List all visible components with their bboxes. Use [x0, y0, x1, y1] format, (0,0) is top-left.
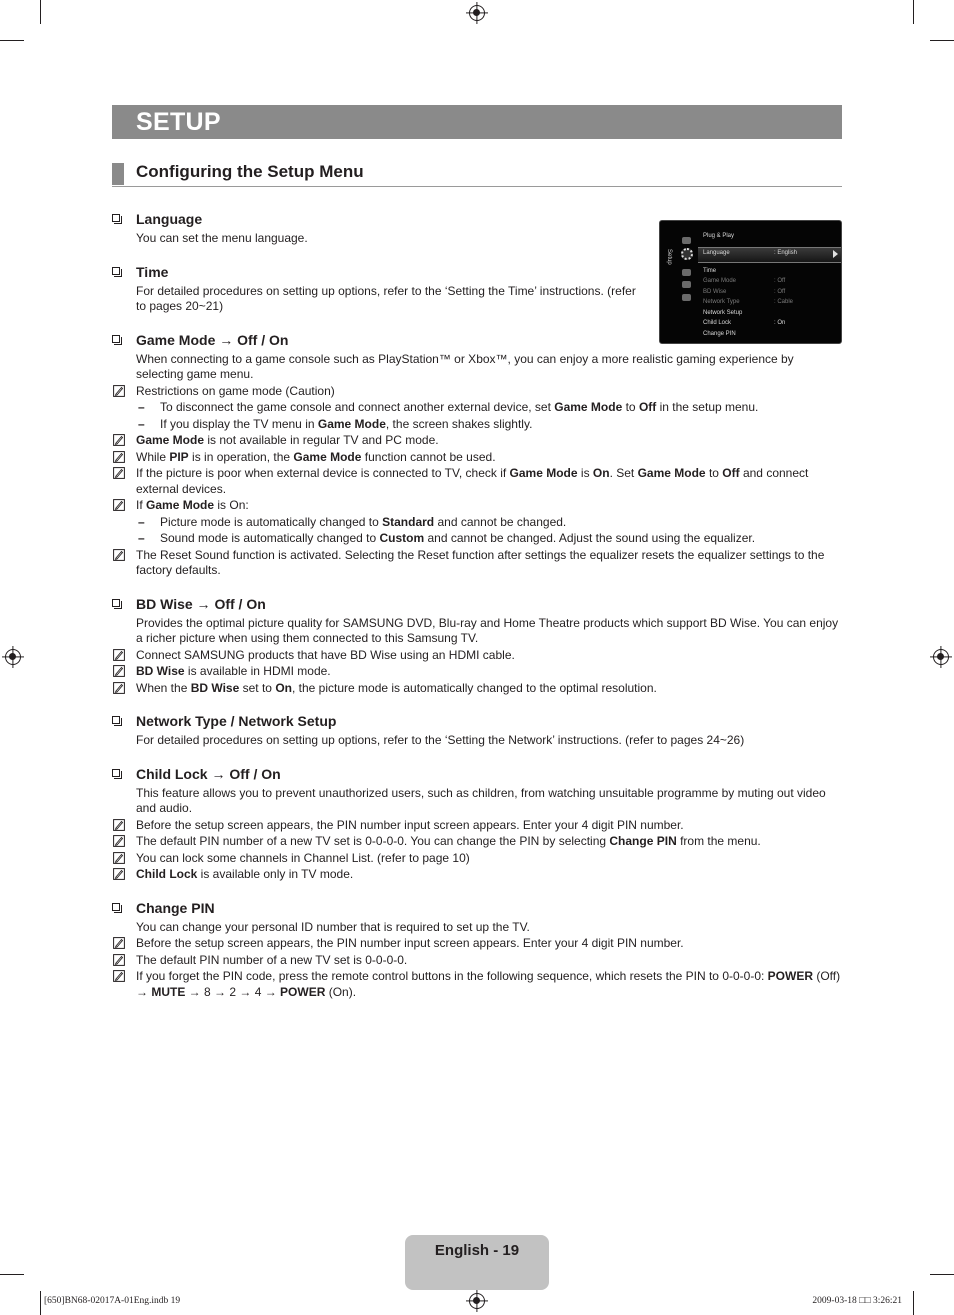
note-icon	[113, 970, 125, 982]
note: BD Wise is available in HDMI mode.	[112, 664, 842, 680]
print-slug-left: [650]BN68-02017A-01Eng.indb 19	[44, 1296, 181, 1306]
osd-row-value: : English	[774, 250, 798, 256]
osd-row-label: Network Type	[703, 299, 740, 305]
note-icon	[113, 852, 125, 864]
osd-row-label: Game Mode	[703, 278, 737, 284]
registration-mark-icon	[469, 5, 485, 21]
osd-row-label: Network Setup	[703, 310, 743, 316]
checkbox-bullet-icon	[112, 267, 120, 275]
item-heading: Child Lock → Off / On	[112, 765, 842, 783]
main-content	[112, 210, 842, 1016]
osd-row-label: BD Wise	[703, 289, 727, 295]
osd-row-label: Plug & Play	[703, 233, 735, 239]
note-icon	[113, 682, 125, 694]
setup-item-game-mode	[112, 331, 842, 579]
item-description: For detailed procedures on setting up options, refer to the ‘Setting the Time’ instructions. (refer to pages 20~21)	[136, 283, 636, 313]
note-icon	[113, 467, 125, 479]
crop-mark	[40, 0, 41, 24]
note: The Reset Sound function is activated. Selecting the Reset function after settings the equalizer resets the equalizer settings to the factory defaults.	[112, 548, 842, 579]
note: Child Lock is available only in TV mode.	[112, 867, 842, 883]
osd-row-value: : Off	[774, 278, 786, 284]
section-title: Configuring the Setup Menu	[136, 162, 364, 181]
note-icon	[113, 451, 125, 463]
checkbox-bullet-icon	[112, 903, 120, 911]
checkbox-bullet-icon	[112, 335, 120, 343]
sub-bullet: – To disconnect the game console and connect another external device, set Game Mode to Off in the setup menu.	[138, 400, 759, 414]
item-description: For detailed procedures on setting up options, refer to the ‘Setting the Network’ instructions. (refer to pages 24~26)	[136, 733, 745, 747]
item-heading: Time	[112, 263, 842, 281]
note: The default PIN number of a new TV set is 0-0-0-0.	[112, 953, 842, 969]
setup-item-language	[112, 210, 842, 247]
section-marker	[112, 163, 124, 185]
crop-mark	[40, 1291, 41, 1315]
note: Game Mode is not available in regular TV and PC mode.	[112, 433, 842, 449]
checkbox-bullet-icon	[112, 716, 120, 724]
osd-row-value: : Off	[774, 289, 786, 295]
osd-row-value: : Cable	[774, 299, 794, 305]
note: If you forget the PIN code, press the remote control buttons in the following sequence, which resets the PIN to 0-0-0-0: POWER (Off) → MUTE → 8 → 2 → 4 → POWER (On).	[112, 969, 842, 1000]
note-icon	[113, 665, 125, 677]
page-title: SETUP	[136, 108, 221, 136]
note: If the picture is poor when external device is connected to TV, check if Game Mode is On. Set Game Mode to Off and connect external devices.	[112, 466, 842, 497]
setup-item-time	[112, 263, 842, 315]
item-heading: BD Wise → Off / On	[112, 595, 842, 613]
note: Connect SAMSUNG products that have BD Wise using an HDMI cable.	[112, 648, 842, 664]
page-number: English - 19	[434, 1242, 520, 1259]
note-icon	[113, 819, 125, 831]
note: Before the setup screen appears, the PIN number input screen appears. Enter your 4 digit PIN number.	[112, 936, 842, 952]
checkbox-bullet-icon	[112, 769, 120, 777]
note-icon	[113, 868, 125, 880]
item-description: You can set the menu language.	[136, 231, 308, 245]
note-icon	[113, 954, 125, 966]
osd-row-label: Child Lock	[703, 320, 732, 326]
item-heading: Network Type / Network Setup	[112, 712, 842, 730]
sub-bullet: – Sound mode is automatically changed to Custom and cannot be changed. Adjust the sound using the equalizer.	[138, 531, 756, 545]
osd-row-value: : On	[774, 320, 786, 326]
crop-mark	[913, 0, 914, 24]
note-icon	[113, 937, 125, 949]
page-number-tab	[405, 1235, 549, 1290]
note: The default PIN number of a new TV set is 0-0-0-0. You can change the PIN by selecting Change PIN from the menu.	[112, 834, 842, 850]
osd-row-label: Language	[703, 250, 730, 256]
checkbox-bullet-icon	[112, 214, 120, 222]
setup-item-change-pin	[112, 899, 842, 1001]
registration-mark-icon	[933, 649, 949, 665]
note: You can lock some channels in Channel List. (refer to page 10)	[112, 851, 842, 867]
osd-row-label: Time	[703, 268, 717, 274]
note: When the BD Wise set to On, the picture mode is automatically changed to the optimal resolution.	[112, 681, 842, 697]
crop-mark	[930, 1274, 954, 1275]
note-icon	[113, 385, 125, 397]
setup-item-bd-wise	[112, 595, 842, 697]
item-heading: Language	[112, 210, 842, 228]
sub-bullet: – If you display the TV menu in Game Mode, the screen shakes slightly.	[138, 416, 533, 431]
osd-side-label: Setup	[666, 249, 672, 265]
item-heading: Game Mode → Off / On	[112, 331, 842, 349]
crop-mark	[913, 1291, 914, 1315]
item-description: When connecting to a game console such as PlayStation™ or Xbox™, you can enjoy a more realistic gaming experience by selecting game menu.	[136, 351, 794, 381]
crop-mark	[0, 40, 24, 41]
sub-bullet: – Picture mode is automatically changed to Standard and cannot be changed.	[138, 514, 567, 529]
crop-mark	[0, 1274, 24, 1275]
note-icon	[113, 835, 125, 847]
item-description: You can change your personal ID number that is required to set up the TV.	[136, 919, 530, 934]
note-icon	[113, 549, 125, 561]
header-banner	[112, 105, 842, 139]
item-heading: Change PIN	[112, 899, 842, 917]
note-icon	[113, 434, 125, 446]
note: Restrictions on game mode (Caution)	[112, 384, 842, 400]
print-slug-right: 2009-03-18 □□ 3:26:21	[812, 1296, 902, 1306]
checkbox-bullet-icon	[112, 599, 120, 607]
note: Before the setup screen appears, the PIN number input screen appears. Enter your 4 digit PIN number.	[112, 818, 842, 834]
section-divider	[112, 186, 842, 187]
setup-item-child-lock	[112, 765, 842, 883]
item-description: Provides the optimal picture quality for SAMSUNG DVD, Blu-ray and Home Theatre products which support BD Wise. You can enjoy a richer picture when using them connected to this Samsung TV.	[136, 615, 839, 645]
osd-row-label: Change PIN	[703, 331, 736, 337]
note-icon	[113, 499, 125, 511]
setup-item-network	[112, 712, 842, 749]
registration-mark-icon	[5, 649, 21, 665]
note: If Game Mode is On:	[112, 498, 842, 514]
note-icon	[113, 649, 125, 661]
registration-mark-icon	[469, 1293, 485, 1309]
note: While PIP is in operation, the Game Mode function cannot be used.	[112, 450, 842, 466]
item-description: This feature allows you to prevent unauthorized users, such as children, from watching unsuitable programme by muting out video and audio.	[136, 785, 826, 815]
crop-mark	[930, 40, 954, 41]
